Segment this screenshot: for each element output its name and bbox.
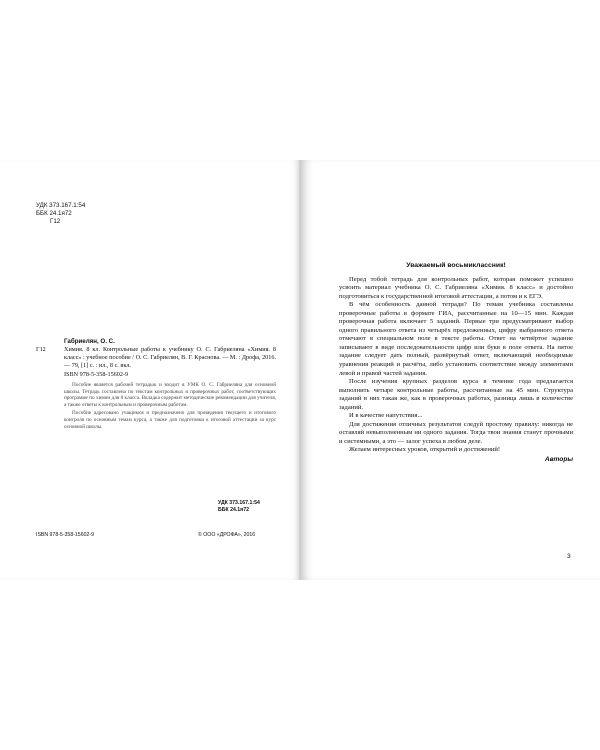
right-page <box>301 160 600 580</box>
annotation-paragraph-1: Пособие является рабочей тетрадью и входит в УМК О. С. Габриеляна для основной школы. Тетрадь составлена по текстам контрольных и проверочных работ, соответствующих программе по химии для 8 класса. Вкладка содержит методические рекомендации для учителя, а также ответы к контрольным и проверочным работам. <box>64 382 276 408</box>
bbk-bottom: ББК 24.1я72 <box>218 506 249 513</box>
preface-paragraph-6: Желаем интересных уроков, открытий и достижений! <box>349 446 501 454</box>
page-number: 3 <box>567 553 571 560</box>
preface-paragraph-2: В чём особенность данной тетради? По темам учебника составлены проверочные работы в формате ГИА, рассчитанные на 10—15 мин. Каждая проверочная работа включает 5 заданий. Первые три предусматривают выбор одного правильного ответа из четырёх предложенных, цифру выбранного ответа отмечают в специальном поле в тексте работы. Ответ на четвёртое задание записывают в виде последовательности цифр или букв в поле ответа. На пятое задание следует дать полный, развёрнутый ответ, включающий необходимые уравнения реакций и расчёты, либо установить соответствие между элементами левой и правой частей задания. <box>339 301 573 377</box>
authors-signature: Авторы <box>544 456 573 464</box>
preface-paragraph-4: И в качестве напутствия... <box>349 412 423 420</box>
description-row <box>36 346 276 370</box>
annotation <box>64 382 276 430</box>
book-description: Химия. 8 кл. Контрольные работы к учебнику О. С. Габриеляна «Химия. 8 класс» : учебное пособие / О. С. Габриелян, В. Г. Краснова. — М. : Дрофа, 2016. — 79, [1] с. : ил., 8 с. вкл. <box>64 346 276 369</box>
bottom-codes <box>218 500 260 513</box>
classification-block <box>36 202 85 226</box>
bibliographic-record <box>36 338 276 432</box>
author-mark: Г12 <box>50 218 61 225</box>
bbk-code: ББК 24.1я72 <box>36 210 72 217</box>
left-page <box>0 160 299 580</box>
isbn-footer: ISBN 978-5-358-15602-9 <box>36 532 94 538</box>
preface-paragraph-3: После изучения крупных разделов курса в течение года предлагается выполнить четыре контрольные работы, рассчитанные на 45 мин. Структура заданий в них такая же, как в проверочных работах, разница лишь в количестве заданий. <box>339 378 573 411</box>
copyright-notice: © ООО «ДРОФА», 2016 <box>198 532 256 538</box>
annotation-paragraph-2: Пособие адресовано учащимся и предназначено для проведения текущего и итогового контроля по основным темам курса, а также для подготовки к итоговой аттестации за курс основной школы. <box>64 410 276 430</box>
preface-paragraph-1: Перед тобой тетрадь для контрольных работ, которая поможет успешно усвоить материал учебника О. С. Габриеляна «Химия. 8 класс» и достойно подготовиться к государственной итоговой аттестации, а потом и к ЕГЭ. <box>339 275 573 300</box>
preface-heading: Уважаемый восьмиклассник! <box>406 262 506 269</box>
author-name: Габриелян, О. С. <box>64 338 115 345</box>
preface <box>339 262 573 465</box>
udk-code: УДК 373.167.1:54 <box>36 202 86 209</box>
preface-paragraph-5: Для достижения отличных результатов следуй простому правилу: никогда не оставляй невыполненным ни одного задания. Тогда твои знания станут прочными и системными, а это — залог успеха в любом деле. <box>339 420 573 445</box>
udk-bottom: УДК 373.167.1:54 <box>218 500 260 506</box>
isbn-line: ISBN 978-5-358-15602-9 <box>64 371 129 378</box>
author-mark-side: Г12 <box>36 346 46 353</box>
